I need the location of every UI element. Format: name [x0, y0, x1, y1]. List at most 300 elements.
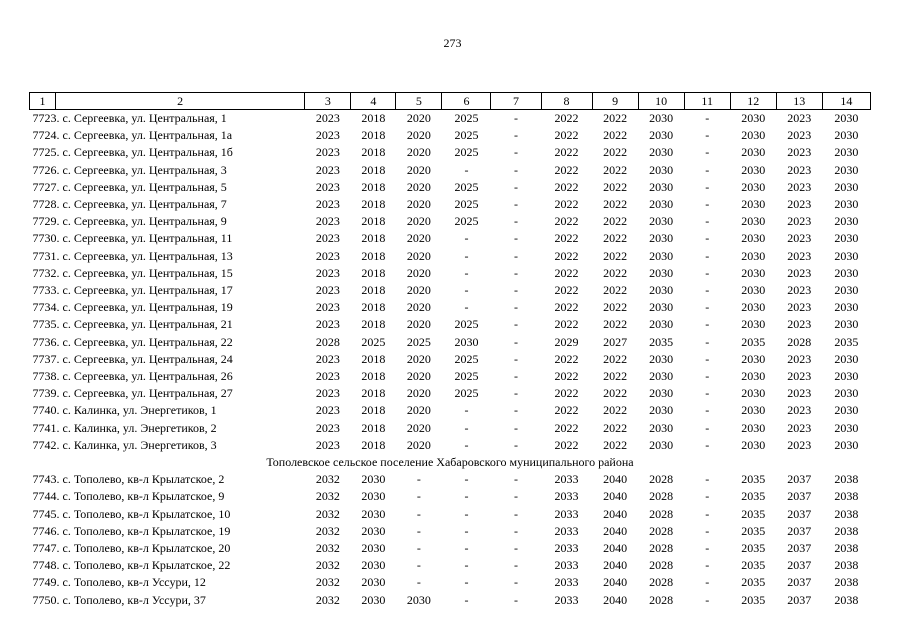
table-cell: - [705, 489, 710, 504]
table-cell: 2030 [741, 369, 766, 384]
table-cell: 2022 [554, 128, 579, 143]
row-number: 7732. [32, 265, 60, 280]
row-number: 7742. [32, 437, 60, 452]
table-cell: 2018 [361, 437, 386, 452]
table-cell: - [416, 489, 421, 504]
table-cell: 2030 [741, 437, 766, 452]
table-cell: - [705, 162, 710, 177]
table-cell: 2025 [454, 111, 479, 125]
table-cell: 2025 [454, 197, 479, 212]
row-address: с. Сергеевка, ул. Центральная, 15 [62, 265, 233, 280]
table-cell: 2032 [315, 489, 340, 504]
row-address: с. Тополево, кв-л Крылатское, 22 [62, 558, 231, 573]
row-number: 7739. [32, 386, 60, 401]
row-address: с. Тополево, кв-л Уссури, 12 [62, 575, 206, 590]
table-cell: - [464, 575, 469, 590]
table-cell: 2020 [406, 437, 431, 452]
table-cell: - [705, 351, 710, 366]
table-row [30, 351, 871, 368]
table-cell: - [464, 541, 469, 556]
table-cell: 2022 [603, 179, 628, 194]
row-label [30, 420, 305, 437]
table-cell: 2040 [603, 541, 628, 556]
table-cell: 2030 [834, 317, 859, 332]
table-cell: 2022 [554, 162, 579, 177]
row-address: с. Тополево, кв-л Крылатское, 2 [62, 472, 225, 487]
header-cell: 6 [442, 93, 491, 110]
header-cell: 1 [30, 93, 56, 110]
table-cell: 2030 [741, 351, 766, 366]
row-number: 7724. [32, 128, 60, 143]
table-row [30, 265, 871, 282]
table-cell: 2018 [361, 403, 386, 418]
table-cell: 2032 [315, 541, 340, 556]
table-cell: 2030 [361, 506, 386, 521]
table-cell: 2022 [554, 145, 579, 160]
table-cell: 2022 [554, 197, 579, 212]
table-cell: 2020 [406, 214, 431, 229]
table-cell: 2030 [649, 145, 674, 160]
table-cell: 2038 [834, 541, 859, 556]
table-cell: 2030 [741, 231, 766, 246]
table-row [30, 248, 871, 265]
table-cell: - [514, 265, 518, 280]
table-cell: 2018 [361, 128, 386, 143]
table-body [30, 110, 871, 609]
table-cell: - [705, 179, 710, 194]
table-cell: 2020 [406, 351, 431, 366]
table-cell: - [705, 523, 710, 538]
table-cell: 2030 [649, 179, 674, 194]
row-label [30, 213, 305, 230]
table-cell: 2023 [315, 179, 340, 194]
table-cell: 2037 [787, 575, 812, 590]
row-address: с. Сергеевка, ул. Центральная, 7 [62, 197, 227, 212]
table-cell: 2037 [787, 541, 812, 556]
table-cell: - [464, 300, 469, 315]
section-row [30, 454, 871, 471]
table-cell: 2023 [787, 197, 812, 212]
table-cell: 2022 [603, 265, 628, 280]
row-address: с. Сергеевка, ул. Центральная, 1б [62, 145, 233, 160]
table-cell: 2023 [787, 369, 812, 384]
table-cell: 2018 [361, 111, 386, 125]
row-number: 7746. [32, 523, 60, 538]
table-cell: 2030 [649, 111, 674, 125]
table-cell: - [464, 472, 469, 487]
table-cell: 2030 [649, 386, 674, 401]
table-cell: 2022 [603, 317, 628, 332]
table-cell: - [705, 472, 710, 487]
table-row [30, 213, 871, 230]
table-cell: 2030 [834, 179, 859, 194]
table-cell: 2032 [315, 558, 340, 573]
header-cell: 8 [541, 93, 592, 110]
table-cell: - [514, 231, 518, 246]
table-cell: 2030 [834, 214, 859, 229]
table-cell: 2035 [834, 334, 859, 349]
row-address: с. Калинка, ул. Энергетиков, 2 [62, 420, 217, 435]
table-cell: 2033 [554, 541, 579, 556]
row-label [30, 162, 305, 179]
table-cell: 2030 [834, 231, 859, 246]
table-cell: - [514, 162, 518, 177]
table-cell: 2022 [603, 437, 628, 452]
table-cell: 2032 [315, 472, 340, 487]
table-cell: - [514, 283, 518, 298]
table-cell: 2030 [649, 437, 674, 452]
row-label [30, 351, 305, 368]
row-label [30, 557, 305, 574]
table-cell: 2030 [649, 300, 674, 315]
table-cell: - [514, 128, 518, 143]
table-cell: 2020 [406, 300, 431, 315]
table-cell: 2028 [649, 523, 674, 538]
table-cell: 2030 [649, 283, 674, 298]
table-cell: 2028 [649, 506, 674, 521]
row-number: 7743. [32, 472, 60, 487]
table-cell: 2018 [361, 179, 386, 194]
table-cell: - [464, 403, 469, 418]
table-cell: - [705, 420, 710, 435]
table-row [30, 127, 871, 144]
table-cell: 2033 [554, 558, 579, 573]
table-cell: 2022 [603, 403, 628, 418]
table-cell: 2030 [834, 300, 859, 315]
table-cell: 2030 [741, 248, 766, 263]
table-cell: 2025 [454, 179, 479, 194]
row-address: с. Сергеевка, ул. Центральная, 22 [62, 334, 233, 349]
row-address: с. Сергеевка, ул. Центральная, 27 [62, 386, 233, 401]
row-number: 7726. [32, 162, 60, 177]
table-cell: - [705, 558, 710, 573]
table-row [30, 110, 871, 128]
table-header [30, 93, 871, 110]
row-address: с. Тополево, кв-л Крылатское, 20 [62, 541, 231, 556]
table-cell: - [514, 214, 518, 229]
row-address: с. Тополево, кв-л Крылатское, 9 [62, 489, 225, 504]
row-label [30, 540, 305, 557]
table-cell: 2035 [741, 558, 766, 573]
row-label [30, 385, 305, 402]
table-cell: 2018 [361, 300, 386, 315]
table-cell: 2023 [787, 162, 812, 177]
table-cell: 2040 [603, 575, 628, 590]
table-row [30, 402, 871, 419]
table-cell: 2030 [834, 351, 859, 366]
table-cell: - [514, 300, 518, 315]
row-label [30, 592, 305, 609]
table-cell: 2018 [361, 265, 386, 280]
table-cell: 2030 [649, 265, 674, 280]
table-row [30, 471, 871, 488]
row-number: 7744. [32, 489, 60, 504]
row-address: с. Сергеевка, ул. Центральная, 17 [62, 283, 233, 298]
table-cell: 2030 [741, 179, 766, 194]
table-cell: 2020 [406, 162, 431, 177]
table-cell: - [514, 420, 518, 435]
table-cell: 2022 [554, 231, 579, 246]
table-cell: 2033 [554, 506, 579, 521]
table-cell: - [705, 403, 710, 418]
table-cell: - [514, 592, 518, 607]
table-cell: 2022 [554, 111, 579, 125]
table-cell: - [514, 575, 518, 590]
table-cell: - [705, 369, 710, 384]
row-address: с. Сергеевка, ул. Центральная, 13 [62, 248, 233, 263]
table-cell: 2023 [315, 386, 340, 401]
row-label [30, 334, 305, 351]
table-cell: - [416, 575, 421, 590]
table-cell: 2032 [315, 523, 340, 538]
row-label [30, 368, 305, 385]
table-cell: 2022 [554, 214, 579, 229]
table-cell: 2030 [649, 369, 674, 384]
table-cell: 2023 [787, 386, 812, 401]
row-label [30, 110, 305, 128]
row-label [30, 506, 305, 523]
table-cell: 2027 [603, 334, 628, 349]
table-cell: 2038 [834, 489, 859, 504]
table-cell: 2025 [454, 317, 479, 332]
row-number: 7723. [32, 111, 60, 125]
table-cell: 2035 [741, 489, 766, 504]
table-cell: 2028 [315, 334, 340, 349]
table-cell: 2020 [406, 128, 431, 143]
row-number: 7737. [32, 351, 60, 366]
table-cell: 2023 [315, 420, 340, 435]
table-cell: 2022 [603, 369, 628, 384]
table-cell: 2030 [834, 265, 859, 280]
table-cell: 2035 [649, 334, 674, 349]
header-cell: 9 [592, 93, 638, 110]
table-row [30, 592, 871, 609]
table-cell: 2035 [741, 472, 766, 487]
table-cell: 2023 [315, 214, 340, 229]
table-cell: 2030 [649, 214, 674, 229]
table-cell: 2020 [406, 145, 431, 160]
table-cell: 2020 [406, 265, 431, 280]
row-label [30, 282, 305, 299]
header-cell: 7 [491, 93, 541, 110]
table-cell: - [464, 489, 469, 504]
table-cell: 2028 [649, 575, 674, 590]
table-cell: 2023 [315, 265, 340, 280]
table-cell: - [416, 558, 421, 573]
table-cell: 2038 [834, 472, 859, 487]
table-cell: 2023 [315, 369, 340, 384]
table-cell: 2030 [741, 128, 766, 143]
row-number: 7731. [32, 248, 60, 263]
table-cell: 2022 [554, 317, 579, 332]
table-cell: - [464, 162, 469, 177]
table-cell: 2030 [741, 111, 766, 125]
table-cell: 2020 [406, 179, 431, 194]
table-cell: - [464, 523, 469, 538]
table-cell: - [464, 506, 469, 521]
table-cell: 2022 [603, 162, 628, 177]
table-cell: - [514, 437, 518, 452]
table-cell: 2029 [554, 334, 579, 349]
table-cell: 2023 [315, 300, 340, 315]
header-cell: 13 [776, 93, 822, 110]
table-cell: - [705, 128, 710, 143]
table-cell: 2030 [834, 145, 859, 160]
row-number: 7730. [32, 231, 60, 246]
table-cell: 2035 [741, 334, 766, 349]
table-cell: 2030 [741, 403, 766, 418]
row-number: 7725. [32, 145, 60, 160]
table-cell: - [514, 472, 518, 487]
table-cell: 2030 [649, 162, 674, 177]
table-cell: 2037 [787, 592, 812, 607]
table-row [30, 523, 871, 540]
table-cell: - [705, 386, 710, 401]
table-cell: 2020 [406, 369, 431, 384]
table-cell: 2022 [554, 437, 579, 452]
table-row [30, 299, 871, 316]
table-cell: 2023 [787, 351, 812, 366]
row-number: 7738. [32, 369, 60, 384]
table-cell: - [514, 386, 518, 401]
table-cell: 2028 [649, 541, 674, 556]
table-cell: 2040 [603, 489, 628, 504]
table-cell: - [464, 248, 469, 263]
table-cell: 2020 [406, 248, 431, 263]
table-cell: 2025 [454, 145, 479, 160]
table-cell: 2023 [787, 317, 812, 332]
row-number: 7729. [32, 214, 60, 229]
table-cell: 2030 [649, 248, 674, 263]
table-cell: - [514, 248, 518, 263]
table-cell: 2032 [315, 592, 340, 607]
table-row [30, 488, 871, 505]
header-cell: 11 [684, 93, 730, 110]
row-number: 7748. [32, 558, 60, 573]
header-cell: 3 [305, 93, 351, 110]
table-cell: 2028 [649, 489, 674, 504]
table-cell: 2030 [834, 386, 859, 401]
table-cell: 2030 [649, 351, 674, 366]
table-cell: 2023 [787, 403, 812, 418]
table-cell: - [705, 437, 710, 452]
table-cell: 2037 [787, 523, 812, 538]
table-cell: 2018 [361, 162, 386, 177]
row-address: с. Сергеевка, ул. Центральная, 1 [62, 111, 227, 125]
table-cell: - [514, 489, 518, 504]
table-cell: 2020 [406, 231, 431, 246]
header-cell: 12 [730, 93, 776, 110]
table-cell: 2023 [787, 265, 812, 280]
table-row [30, 334, 871, 351]
table-cell: 2030 [834, 248, 859, 263]
table-cell: 2033 [554, 523, 579, 538]
row-number: 7734. [32, 300, 60, 315]
table-row [30, 385, 871, 402]
table-cell: - [705, 231, 710, 246]
row-address: с. Сергеевка, ул. Центральная, 11 [62, 231, 233, 246]
table-cell: - [514, 145, 518, 160]
row-address: с. Калинка, ул. Энергетиков, 1 [62, 403, 217, 418]
data-table [29, 92, 871, 609]
table-cell: 2022 [554, 403, 579, 418]
table-cell: 2038 [834, 575, 859, 590]
table-cell: 2018 [361, 214, 386, 229]
table-cell: 2040 [603, 592, 628, 607]
table-cell: 2040 [603, 523, 628, 538]
table-cell: - [464, 420, 469, 435]
table-cell: - [464, 437, 469, 452]
table-cell: 2022 [554, 248, 579, 263]
row-label [30, 574, 305, 591]
table-cell: - [416, 472, 421, 487]
row-label [30, 299, 305, 316]
row-label [30, 179, 305, 196]
table-cell: 2023 [315, 351, 340, 366]
table-row [30, 144, 871, 161]
table-cell: 2030 [834, 403, 859, 418]
table-cell: 2038 [834, 506, 859, 521]
table-cell: 2023 [315, 145, 340, 160]
row-label [30, 471, 305, 488]
table-cell: 2032 [315, 575, 340, 590]
table-cell: 2023 [787, 437, 812, 452]
row-number: 7727. [32, 179, 60, 194]
row-address: с. Сергеевка, ул. Центральная, 21 [62, 317, 233, 332]
table-cell: 2022 [603, 386, 628, 401]
table-cell: 2030 [834, 162, 859, 177]
table-cell: 2023 [787, 179, 812, 194]
table-cell: - [705, 197, 710, 212]
table-cell: - [514, 558, 518, 573]
row-label [30, 248, 305, 265]
table-cell: 2025 [406, 334, 431, 349]
table-cell: 2040 [603, 558, 628, 573]
table-cell: 2040 [603, 472, 628, 487]
table-cell: 2022 [603, 145, 628, 160]
table-cell: 2030 [649, 128, 674, 143]
table-cell: 2030 [741, 214, 766, 229]
table-cell: 2030 [361, 558, 386, 573]
table-cell: - [464, 283, 469, 298]
table-cell: 2030 [361, 541, 386, 556]
table-cell: 2018 [361, 420, 386, 435]
table-cell: 2037 [787, 506, 812, 521]
table-cell: 2022 [603, 231, 628, 246]
table-cell: 2020 [406, 317, 431, 332]
row-address: с. Калинка, ул. Энергетиков, 3 [62, 437, 217, 452]
table-cell: 2022 [554, 300, 579, 315]
table-cell: 2030 [741, 197, 766, 212]
table-cell: 2023 [787, 248, 812, 263]
table-cell: 2030 [741, 145, 766, 160]
table-cell: - [705, 575, 710, 590]
table-cell: - [705, 145, 710, 160]
table-cell: 2023 [787, 145, 812, 160]
row-label [30, 437, 305, 454]
table-cell: 2025 [454, 369, 479, 384]
table-cell: - [705, 506, 710, 521]
table-cell: 2030 [834, 437, 859, 452]
table-cell: 2023 [315, 231, 340, 246]
table-cell: 2028 [649, 592, 674, 607]
table-cell: 2023 [787, 214, 812, 229]
row-address: с. Сергеевка, ул. Центральная, 5 [62, 179, 227, 194]
table-cell: - [705, 541, 710, 556]
row-number: 7745. [32, 506, 60, 521]
table-cell: 2022 [554, 420, 579, 435]
table-cell: - [705, 214, 710, 229]
